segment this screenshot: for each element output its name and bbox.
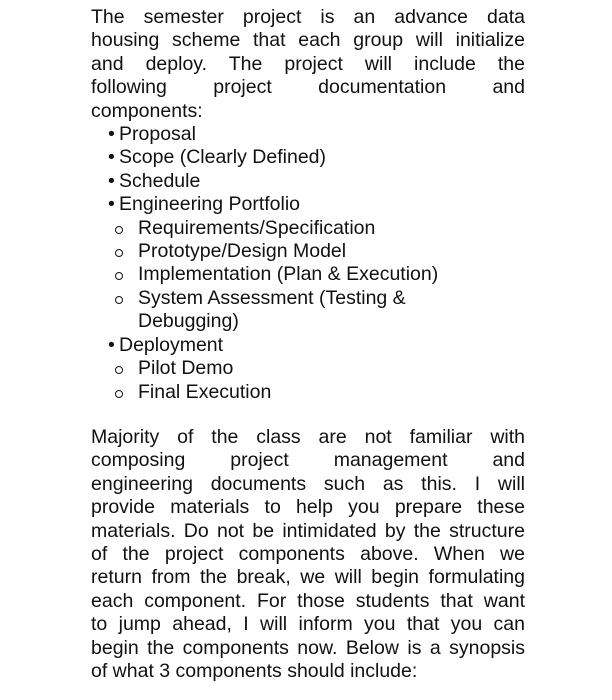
bullet-icon: • [108,193,115,216]
closing-line: return from the break, we will begin formulating [91,566,525,589]
sublist-item-continuation: Debugging) [138,310,239,333]
sublist-item [91,357,525,380]
hollow-circle-icon [115,249,123,257]
document-body [91,6,525,683]
paragraph-spacer [91,404,525,426]
closing-line: engineering documents such as this. I will [91,472,525,495]
list-item-label: Schedule [119,169,201,192]
list-item-scope [91,146,525,169]
hollow-circle-icon [115,366,123,374]
list-item-label: Deployment [119,333,224,356]
sublist-item [91,287,525,334]
list-item-engineering-portfolio [91,193,525,216]
closing-line: provide materials to help you prepare these [91,496,525,519]
hollow-circle-icon [115,272,123,280]
sublist-item-label: Pilot Demo [138,357,234,380]
deployment-sublist [91,357,525,404]
bullet-icon: • [108,123,115,146]
closing-paragraph [91,426,525,683]
components-list [91,123,525,217]
bullet-icon: • [108,169,115,192]
hollow-circle-icon [115,296,123,304]
bullet-icon: • [108,146,115,169]
sublist-item-label: Final Execution [138,380,272,403]
hollow-circle-icon [115,390,123,398]
sublist-item-label: Requirements/Specification [138,216,376,239]
sublist-item [91,263,525,286]
sublist-item-label: Implementation (Plan & Execution) [138,263,439,286]
intro-paragraph [91,6,525,123]
list-item-deployment [91,334,525,357]
engineering-portfolio-sublist [91,217,525,334]
sublist-item-label: System Assessment (Testing & [138,286,406,309]
closing-line: composing project management and [91,449,525,472]
intro-line: following project documentation and [91,76,525,99]
closing-line: materials. Do not be intimidated by the structure [91,519,525,542]
list-item-schedule [91,170,525,193]
closing-line: of what 3 components should include: [91,659,418,682]
hollow-circle-icon [115,226,123,234]
deployment-list [91,334,525,357]
sublist-item-label: Prototype/Design Model [138,240,347,263]
sublist-item [91,217,525,240]
list-item-label: Scope (Clearly Defined) [119,146,327,169]
intro-line: and deploy. The project will include the [91,52,525,75]
sublist-item [91,240,525,263]
intro-line: The semester project is an advance data [91,6,525,28]
list-item-label: Proposal [119,123,196,146]
intro-line: housing scheme that each group will initialize [91,29,525,52]
closing-line: Majority of the class are not familiar with [91,425,525,448]
intro-line: components: [91,99,203,122]
closing-line: begin the components now. Below is a synopsis [91,636,525,659]
list-item-label: Engineering Portfolio [119,193,301,216]
closing-line: of the project components above. When we [91,542,525,565]
closing-line: to jump ahead, I will inform you that you can [91,613,525,636]
list-item-proposal [91,123,525,146]
closing-line: each component. For those students that want [91,589,525,612]
bullet-icon: • [108,333,115,356]
sublist-item [91,381,525,404]
